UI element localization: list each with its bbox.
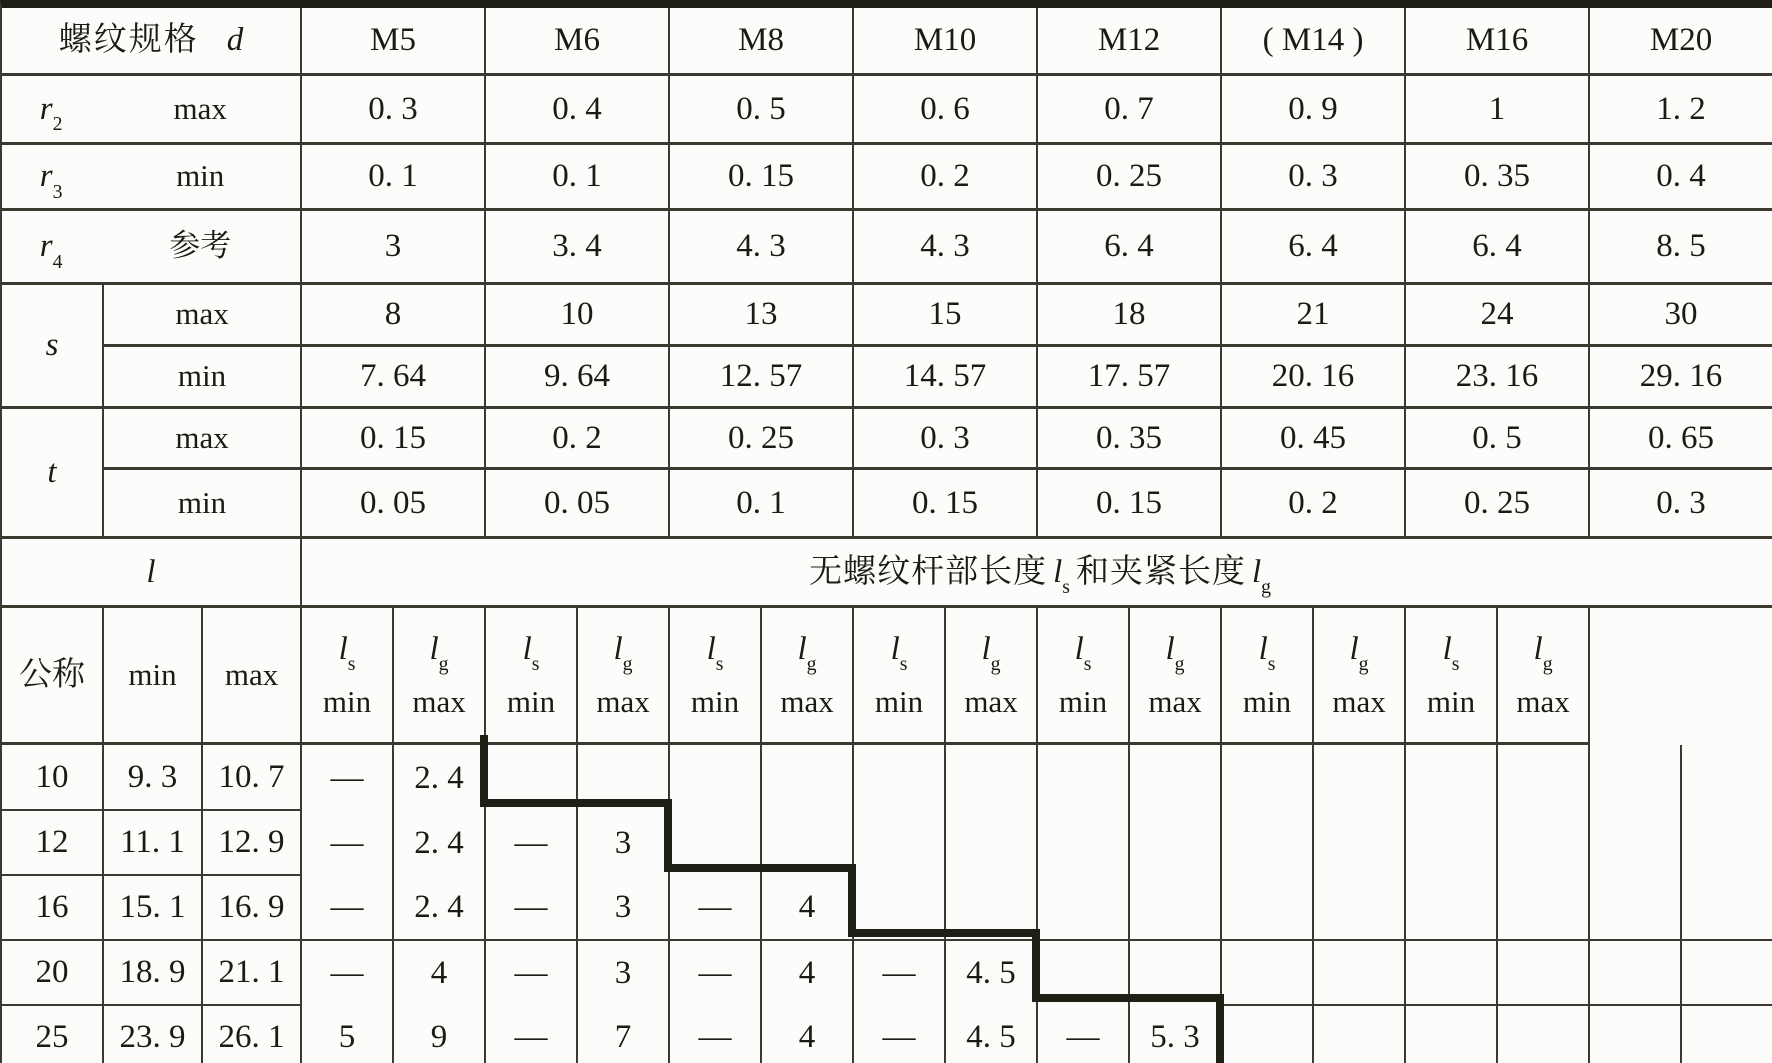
limit-label: max	[104, 409, 302, 470]
l-max: 12. 9	[203, 811, 302, 876]
l-min: 15. 1	[104, 876, 203, 941]
var-lg: l	[797, 631, 807, 668]
limit-label: max	[780, 683, 834, 719]
col-header-nominal: 公称	[2, 608, 104, 745]
table-cell	[1314, 876, 1406, 941]
l-max: 21. 1	[203, 941, 302, 1006]
col-header-ls	[670, 608, 762, 745]
var-r2-sub: 2	[52, 113, 63, 135]
limit-label: max	[104, 285, 302, 347]
row-label-l	[2, 539, 302, 608]
table-cell: 30	[1590, 285, 1772, 347]
limit-label: max	[1148, 683, 1202, 719]
table-row	[2, 1006, 1772, 1063]
var-ls-sub: s	[1267, 653, 1276, 676]
table-cell: —	[1038, 1006, 1130, 1063]
var-lg-sub: g	[438, 653, 449, 676]
table-cell	[1130, 941, 1222, 1006]
table-cell: 0. 25	[1038, 145, 1222, 211]
table-cell	[946, 811, 1038, 876]
var-ls-sub: s	[715, 653, 724, 676]
limit-label: max	[412, 683, 466, 719]
row-label-r2	[2, 76, 302, 145]
l-max: 26. 1	[203, 1006, 302, 1063]
table-cell: 0. 2	[1222, 470, 1406, 539]
table-cell	[1406, 745, 1498, 811]
col-header-ls	[854, 608, 946, 745]
table-cell: 1	[1406, 76, 1590, 145]
var-ls-sub: s	[1062, 576, 1070, 598]
table-cell: —	[302, 811, 394, 876]
table-cell: 0. 4	[1590, 145, 1772, 211]
table-cell	[1590, 941, 1682, 1006]
var-ls: l	[522, 631, 532, 668]
col-header-max: max	[203, 608, 302, 745]
table-cell	[1314, 811, 1406, 876]
col-header-lg	[1130, 608, 1222, 745]
table-cell: 21	[1222, 285, 1406, 347]
table-cell: —	[302, 941, 394, 1006]
l-nominal: 20	[2, 941, 104, 1006]
table-cell: 0. 3	[1222, 145, 1406, 211]
table-cell	[670, 811, 762, 876]
row-label-t	[2, 409, 104, 539]
table-cell	[1314, 745, 1406, 811]
var-r2: r	[39, 90, 53, 127]
l-min: 9. 3	[104, 745, 203, 811]
table-cell	[1314, 941, 1406, 1006]
var-s: s	[45, 327, 59, 364]
table-cell	[762, 745, 854, 811]
table-cell: 4. 5	[946, 941, 1038, 1006]
table-cell: 2. 4	[394, 811, 486, 876]
col-header-ls	[302, 608, 394, 745]
var-ls-sub: s	[1451, 653, 1460, 676]
table-cell	[670, 745, 762, 811]
table-cell: 17. 57	[1038, 347, 1222, 409]
corner-header-cell	[2, 8, 302, 76]
var-l: l	[146, 553, 156, 590]
table-cell: 6. 4	[1222, 211, 1406, 285]
table-cell: 24	[1406, 285, 1590, 347]
table-cell	[762, 811, 854, 876]
table-cell: 20. 16	[1222, 347, 1406, 409]
col-header-ls	[1222, 608, 1314, 745]
table-cell	[1406, 1006, 1498, 1063]
var-ls: l	[890, 631, 900, 668]
table-cell: —	[670, 876, 762, 941]
table-cell: 15	[854, 285, 1038, 347]
col-header-ls	[1406, 608, 1498, 745]
table-cell	[1222, 876, 1314, 941]
table-cell	[1038, 941, 1130, 1006]
l-nominal: 12	[2, 811, 104, 876]
table-cell: 14. 57	[854, 347, 1038, 409]
var-ls: l	[1258, 631, 1268, 668]
table-cell	[1498, 876, 1590, 941]
table-cell	[1498, 1006, 1590, 1063]
col-header-lg	[394, 608, 486, 745]
table-cell: —	[670, 941, 762, 1006]
table-cell: 0. 1	[302, 145, 486, 211]
limit-label: min	[506, 683, 556, 719]
table-cell: 3	[578, 876, 670, 941]
limit-label: min	[104, 347, 302, 409]
table-cell: 1. 2	[1590, 76, 1772, 145]
var-lg-sub: g	[622, 653, 633, 676]
var-lg-sub: g	[806, 653, 817, 676]
table-cell	[1498, 745, 1590, 811]
table-cell	[1038, 876, 1130, 941]
col-header-lg	[946, 608, 1038, 745]
col-header-ls	[1038, 608, 1130, 745]
var-lg: l	[1251, 553, 1262, 590]
table-cell	[1038, 745, 1130, 811]
table-cell: 0. 05	[302, 470, 486, 539]
var-ls: l	[338, 631, 348, 668]
table-cell	[1406, 876, 1498, 941]
var-lg: l	[981, 631, 991, 668]
table-row	[2, 745, 1772, 811]
var-lg-sub: g	[1261, 576, 1271, 598]
table-cell: 0. 6	[854, 76, 1038, 145]
table-cell	[1130, 745, 1222, 811]
l-section-title	[302, 539, 1772, 608]
table-cell: 3	[578, 941, 670, 1006]
table-cell: 3	[578, 811, 670, 876]
var-ls-sub: s	[531, 653, 540, 676]
table-cell: 8. 5	[1590, 211, 1772, 285]
var-lg: l	[1349, 631, 1359, 668]
table-cell: 0. 5	[1406, 409, 1590, 470]
table-cell: 0. 05	[486, 470, 670, 539]
l-max: 16. 9	[203, 876, 302, 941]
table-cell	[1682, 811, 1772, 876]
table-cell: —	[302, 745, 394, 811]
var-r3-sub: 3	[52, 180, 63, 203]
table-cell: —	[486, 811, 578, 876]
table-cell	[1682, 941, 1772, 1006]
table-cell: —	[854, 941, 946, 1006]
l-nominal: 25	[2, 1006, 104, 1063]
col-header-lg	[1314, 608, 1406, 745]
var-lg-sub: g	[1174, 653, 1185, 676]
size-header-m8: M8	[670, 8, 854, 76]
thread-spec-label: 螺纹规格	[58, 22, 199, 59]
row-label-r4	[2, 211, 302, 285]
table-cell	[1038, 811, 1130, 876]
table-cell	[1406, 811, 1498, 876]
size-header-m12: M12	[1038, 8, 1222, 76]
table-cell: 2. 4	[394, 876, 486, 941]
table-cell	[854, 876, 946, 941]
var-r4: r	[39, 228, 53, 265]
table-row	[2, 811, 1772, 876]
limit-label: min	[104, 470, 302, 539]
table-cell: 0. 15	[670, 145, 854, 211]
table-row	[2, 76, 1772, 145]
limit-label: min	[322, 683, 372, 719]
table-cell: 0. 5	[670, 76, 854, 145]
size-header-m5: M5	[302, 8, 486, 76]
table-cell	[854, 811, 946, 876]
var-ls: l	[1074, 631, 1084, 668]
table-row	[2, 470, 1772, 539]
table-cell: 9. 64	[486, 347, 670, 409]
limit-label: max	[1332, 683, 1386, 719]
table-cell: 9	[394, 1006, 486, 1063]
table-cell	[1498, 811, 1590, 876]
table-cell: 3. 4	[486, 211, 670, 285]
table-cell	[1590, 876, 1682, 941]
size-header-m10: M10	[854, 8, 1038, 76]
table-cell: 8	[302, 285, 486, 347]
var-lg: l	[1165, 631, 1175, 668]
table-cell	[1590, 811, 1682, 876]
size-header-m20: M20	[1590, 8, 1772, 76]
size-header-m16: M16	[1406, 8, 1590, 76]
var-ls: l	[1053, 553, 1063, 590]
table-cell: 29. 16	[1590, 347, 1772, 409]
limit-label: min	[176, 158, 225, 194]
var-ls-sub: s	[347, 653, 356, 676]
table-cell: 0. 1	[486, 145, 670, 211]
limit-label: max	[964, 683, 1018, 719]
table-cell	[1222, 811, 1314, 876]
table-cell: 7	[578, 1006, 670, 1063]
table-cell	[946, 745, 1038, 811]
table-cell: 4	[762, 1006, 854, 1063]
var-lg: l	[1533, 631, 1543, 668]
table-cell: 0. 35	[1038, 409, 1222, 470]
col-header-lg	[762, 608, 854, 745]
var-lg-sub: g	[1542, 653, 1553, 676]
table-cell: —	[670, 1006, 762, 1063]
table-row	[2, 539, 1772, 608]
limit-label: min	[1242, 683, 1292, 719]
table-cell: 0. 15	[302, 409, 486, 470]
table-cell	[1130, 811, 1222, 876]
table-cell: 4	[762, 876, 854, 941]
table-row	[2, 608, 1772, 745]
size-header-m6: M6	[486, 8, 670, 76]
table-cell	[486, 745, 578, 811]
limit-label: max	[173, 90, 227, 126]
l-max: 10. 7	[203, 745, 302, 811]
table-cell: 0. 3	[1590, 470, 1772, 539]
var-ls: l	[1442, 631, 1452, 668]
table-cell: 2. 4	[394, 745, 486, 811]
table-cell: 0. 35	[1406, 145, 1590, 211]
title-text-1: 无螺纹杆部长度	[809, 553, 1048, 590]
limit-label: 参考	[169, 228, 232, 264]
var-lg: l	[429, 631, 439, 668]
table-cell: —	[486, 1006, 578, 1063]
table-cell: 0. 2	[854, 145, 1038, 211]
table-cell: 13	[670, 285, 854, 347]
l-min: 18. 9	[104, 941, 203, 1006]
table-cell: 0. 3	[302, 76, 486, 145]
table-cell: 0. 15	[1038, 470, 1222, 539]
table-cell	[1314, 1006, 1406, 1063]
table-cell: 3	[302, 211, 486, 285]
table-cell: 0. 9	[1222, 76, 1406, 145]
row-label-s	[2, 285, 104, 409]
table-cell: 0. 1	[670, 470, 854, 539]
row-label-r3	[2, 145, 302, 211]
title-text-2: 和夹紧长度	[1075, 553, 1246, 590]
table-cell	[1590, 745, 1682, 811]
table-row	[2, 941, 1772, 1006]
col-header-min: min	[104, 608, 203, 745]
l-min: 11. 1	[104, 811, 203, 876]
table-cell: 0. 3	[854, 409, 1038, 470]
l-nominal: 10	[2, 745, 104, 811]
table-cell	[946, 876, 1038, 941]
table-cell	[1130, 876, 1222, 941]
table-cell: 0. 65	[1590, 409, 1772, 470]
table-cell	[1222, 1006, 1314, 1063]
table-cell: 23. 16	[1406, 347, 1590, 409]
table-cell: 4	[762, 941, 854, 1006]
limit-label: max	[1516, 683, 1570, 719]
col-header-lg	[1498, 608, 1590, 745]
table-cell: 0. 2	[486, 409, 670, 470]
table-cell: 0. 45	[1222, 409, 1406, 470]
col-header-ls	[486, 608, 578, 745]
table-cell: 4. 3	[854, 211, 1038, 285]
table-cell	[1406, 941, 1498, 1006]
table-cell: 5. 3	[1130, 1006, 1222, 1063]
table-cell: 5	[302, 1006, 394, 1063]
table-cell: 6. 4	[1038, 211, 1222, 285]
limit-label: min	[1426, 683, 1476, 719]
var-d: d	[226, 22, 244, 59]
var-lg: l	[613, 631, 623, 668]
table-cell: —	[486, 876, 578, 941]
table-cell: 4. 3	[670, 211, 854, 285]
limit-label: min	[690, 683, 740, 719]
table-cell: 0. 15	[854, 470, 1038, 539]
var-lg-sub: g	[1358, 653, 1369, 676]
table-cell: 7. 64	[302, 347, 486, 409]
table-cell: 6. 4	[1406, 211, 1590, 285]
table-cell	[1590, 1006, 1682, 1063]
var-r4-sub: 4	[52, 250, 63, 273]
table-cell: 12. 57	[670, 347, 854, 409]
var-t: t	[47, 454, 57, 491]
table-cell: —	[486, 941, 578, 1006]
var-ls-sub: s	[899, 653, 908, 676]
table-cell	[1498, 941, 1590, 1006]
limit-label: min	[874, 683, 924, 719]
table-cell: —	[302, 876, 394, 941]
table-row	[2, 409, 1772, 470]
table-cell: 18	[1038, 285, 1222, 347]
table-row	[2, 8, 1772, 76]
table-cell: 0. 25	[1406, 470, 1590, 539]
var-r3: r	[39, 158, 53, 195]
table-cell: 0. 4	[486, 76, 670, 145]
table-row	[2, 145, 1772, 211]
table-cell	[578, 745, 670, 811]
table-row	[2, 347, 1772, 409]
table-cell	[1682, 876, 1772, 941]
table-cell: 10	[486, 285, 670, 347]
table-cell: 4	[394, 941, 486, 1006]
var-ls: l	[706, 631, 716, 668]
var-ls-sub: s	[1083, 653, 1092, 676]
table-cell: —	[854, 1006, 946, 1063]
table-row	[2, 211, 1772, 285]
var-lg-sub: g	[990, 653, 1001, 676]
size-header-m14: ( M14 )	[1222, 8, 1406, 76]
table-cell	[1682, 1006, 1772, 1063]
limit-label: min	[1058, 683, 1108, 719]
table-cell: 4. 5	[946, 1006, 1038, 1063]
table-row	[2, 876, 1772, 941]
table-cell	[1222, 941, 1314, 1006]
col-header-lg	[578, 608, 670, 745]
table-row	[2, 285, 1772, 347]
l-min: 23. 9	[104, 1006, 203, 1063]
table-cell: 0. 7	[1038, 76, 1222, 145]
l-nominal: 16	[2, 876, 104, 941]
table-cell	[1222, 745, 1314, 811]
table-cell	[854, 745, 946, 811]
table-cell	[1682, 745, 1772, 811]
table-cell: 0. 25	[670, 409, 854, 470]
limit-label: max	[596, 683, 650, 719]
